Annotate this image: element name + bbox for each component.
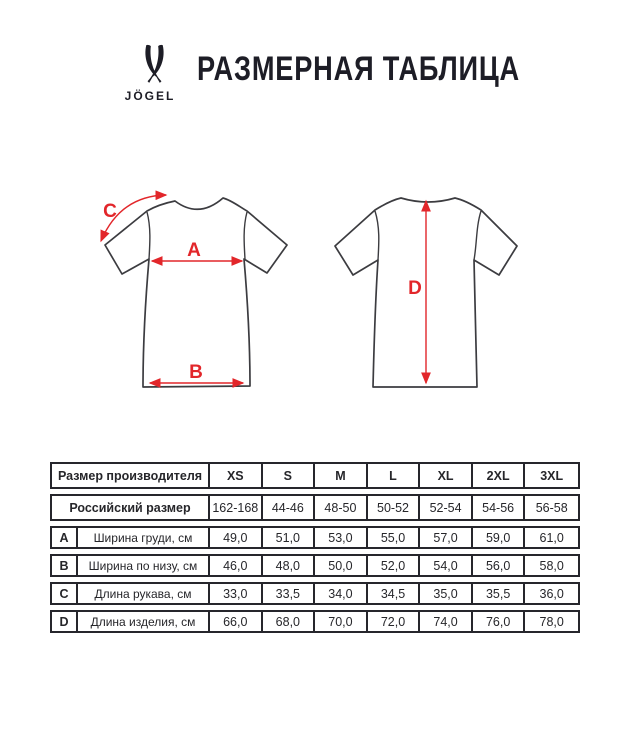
- size-table: [50, 462, 580, 633]
- value-cell: 44-46: [263, 496, 316, 519]
- value-cell: 50,0: [315, 556, 368, 575]
- value-cell: 68,0: [263, 612, 316, 631]
- value-cell: 53,0: [315, 528, 368, 547]
- value-cell: 49,0: [210, 528, 263, 547]
- row-parameter: Длина изделия, см: [78, 612, 210, 631]
- table-row-c: [50, 582, 580, 605]
- value-cell: 56,0: [473, 556, 526, 575]
- front-armhole-seam-right: [244, 212, 247, 259]
- value-cell: 50-52: [368, 496, 421, 519]
- value-cell: 61,0: [539, 530, 564, 545]
- measure-label-b: B: [189, 362, 203, 383]
- page-title: РАЗМЕРНАЯ ТАБЛИЦА: [197, 50, 520, 88]
- row-parameter: Ширина груди, см: [78, 528, 210, 547]
- value-cell: 78,0: [539, 614, 564, 629]
- row-letter: D: [52, 612, 78, 631]
- measure-label-c: C: [103, 201, 117, 222]
- header-label: Российский размер: [52, 496, 210, 519]
- value-cell: 58,0: [539, 558, 564, 573]
- size-col-header: 2XL: [473, 464, 526, 487]
- value-cell: 76,0: [473, 612, 526, 631]
- value-cell: 34,0: [315, 584, 368, 603]
- size-col-header: M: [315, 464, 368, 487]
- table-row-d: [50, 610, 580, 633]
- row-letter: B: [52, 556, 78, 575]
- value-cell: 35,0: [420, 584, 473, 603]
- table-row-b: [50, 554, 580, 577]
- front-armhole-seam-left: [147, 212, 150, 259]
- size-col-header: XL: [420, 464, 473, 487]
- table-header-row-manufacturer: [50, 462, 580, 489]
- tshirt-front-outline: [105, 198, 287, 387]
- value-cell: 55,0: [368, 528, 421, 547]
- brand-wordmark: JÖGEL: [124, 89, 176, 103]
- jogel-logo-icon: [140, 44, 169, 84]
- value-cell: 66,0: [210, 612, 263, 631]
- value-cell: 36,0: [539, 586, 564, 601]
- value-cell: 35,5: [473, 584, 526, 603]
- size-col-header: XS: [210, 464, 263, 487]
- row-letter: A: [52, 528, 78, 547]
- value-cell: 48-50: [315, 496, 368, 519]
- back-armhole-seam-right: [474, 211, 481, 260]
- row-parameter: Длина рукава, см: [78, 584, 210, 603]
- tshirt-back-diagram: [328, 185, 524, 391]
- value-cell: 74,0: [420, 612, 473, 631]
- table-row-a: [50, 526, 580, 549]
- size-col-header: S: [263, 464, 316, 487]
- value-cell: 34,5: [368, 584, 421, 603]
- value-cell: 52-54: [420, 496, 473, 519]
- size-col-header: L: [368, 464, 421, 487]
- value-cell: 33,5: [263, 584, 316, 603]
- measure-label-a: A: [187, 240, 201, 261]
- measure-label-d: D: [408, 278, 422, 299]
- value-cell: 51,0: [263, 528, 316, 547]
- value-cell: 57,0: [420, 528, 473, 547]
- value-cell: 33,0: [210, 584, 263, 603]
- value-cell: 54-56: [473, 496, 526, 519]
- row-parameter: Ширина по низу, см: [78, 556, 210, 575]
- header-label: Размер производителя: [52, 464, 210, 487]
- value-cell: 52,0: [368, 556, 421, 575]
- value-cell: 48,0: [263, 556, 316, 575]
- tshirt-front-diagram: [95, 185, 293, 391]
- value-cell: 54,0: [420, 556, 473, 575]
- table-header-row-russian: [50, 494, 580, 521]
- value-cell: 56-58: [535, 500, 568, 515]
- value-cell: 70,0: [315, 612, 368, 631]
- value-cell: 46,0: [210, 556, 263, 575]
- value-cell: 162-168: [210, 496, 263, 519]
- row-letter: C: [52, 584, 78, 603]
- value-cell: 59,0: [473, 528, 526, 547]
- back-armhole-seam-left: [375, 211, 379, 260]
- value-cell: 72,0: [368, 612, 421, 631]
- size-col-header: 3XL: [540, 468, 564, 483]
